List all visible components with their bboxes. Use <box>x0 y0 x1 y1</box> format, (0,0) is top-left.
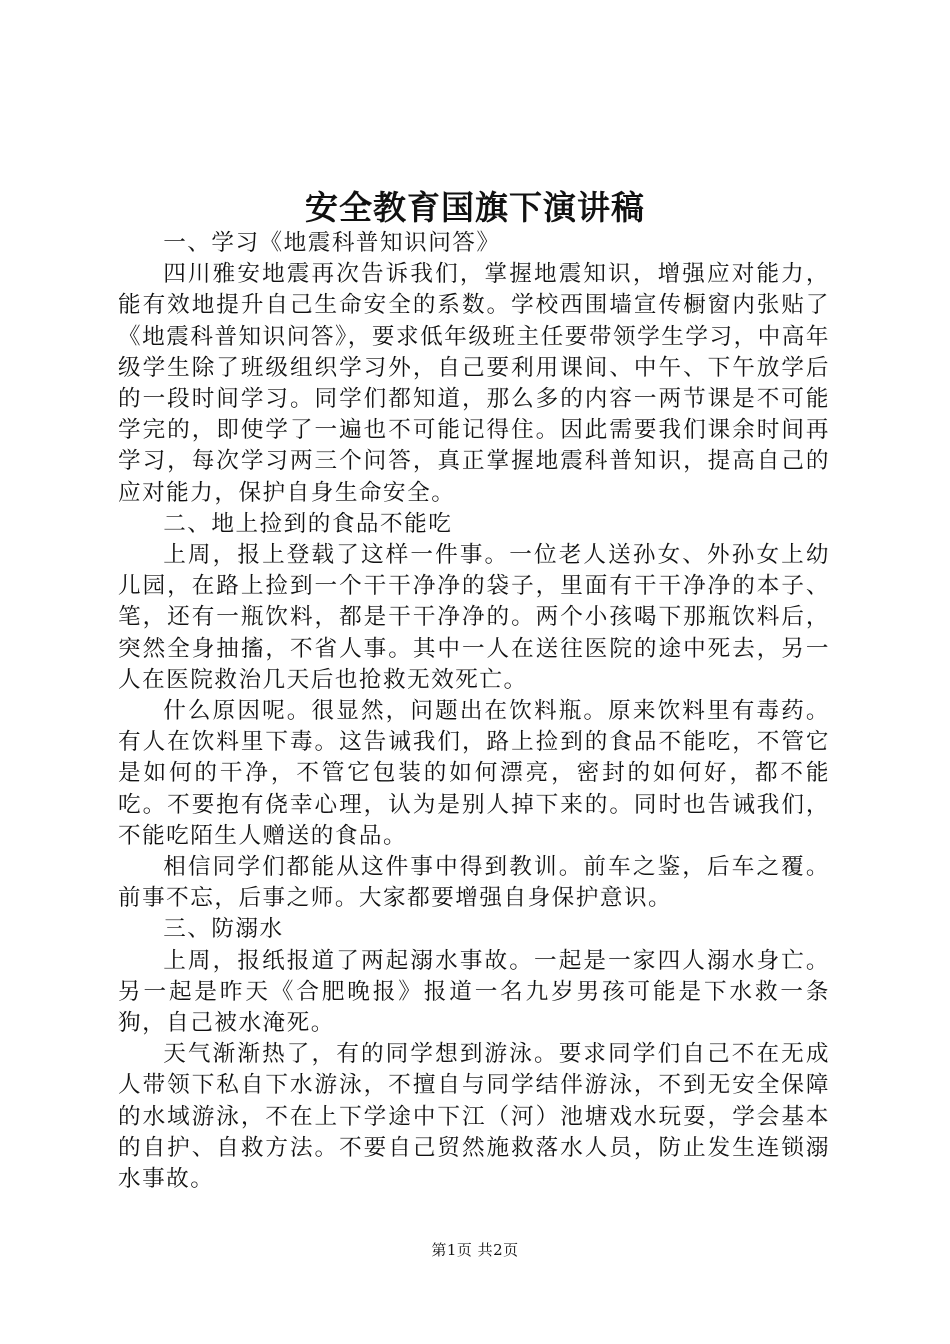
body-paragraph-6: 天气渐渐热了，有的同学想到游泳。要求同学们自己不在无成人带领下私自下水游泳，不擅自与同学结伴游泳，不到无安全保障的水域游泳，不在上下学途中下江（河）池塘戏水玩耍，学会基本的自护、自救方法。不要自己贸然施救落水人员，防止发生连锁溺水事故。 <box>118 1041 830 1193</box>
document-body <box>118 228 830 1195</box>
body-paragraph-3: 什么原因呢。很显然，问题出在饮料瓶。原来饮料里有毒药。有人在饮料里下毒。这告诫我们，路上捡到的食品不能吃，不管它是如何的干净，不管它包装的如何漂亮，密封的如何好，都不能吃。不要抱有侥幸心理，认为是别人掉下来的。同时也告诫我们，不能吃陌生人赠送的食品。 <box>118 698 830 849</box>
section-heading-3: 三、防溺水 <box>163 916 284 943</box>
body-paragraph-4: 相信同学们都能从这件事中得到教训。前车之鉴，后车之覆。前事不忘，后事之师。大家都要增强自身保护意识。 <box>118 854 830 912</box>
section-heading-2: 二、地上捡到的食品不能吃 <box>163 510 453 537</box>
body-paragraph-5: 上周，报纸报道了两起溺水事故。一起是一家四人溺水身亡。另一起是昨天《合肥晚报》报道一名九岁男孩可能是下水救一条狗，自己被水淹死。 <box>118 947 830 1037</box>
section-heading-1: 一、学习《地震科普知识问答》 <box>163 230 501 256</box>
body-paragraph-2: 上周，报上登载了这样一件事。一位老人送孙女、外孙女上幼儿园，在路上捡到一个干干净净的袋子，里面有干干净净的本子、笔，还有一瓶饮料，都是干干净净的。两个小孩喝下那瓶饮料后，突然全身抽搐，不省人事。其中一人在送往医院的途中死去，另一人在医院救治几天后也抢救无效死亡。 <box>118 542 830 693</box>
body-paragraph-1: 四川雅安地震再次告诉我们，掌握地震知识，增强应对能力，能有效地提升自己生命安全的系数。学校西围墙宣传橱窗内张贴了《地震科普知识问答》，要求低年级班主任要带领学生学习，中高年级学生除了班级组织学习外，自己要利用课间、中午、下午放学后的一段时间学习。同学们都知道，那么多的内容一两节课是不可能学完的，即使学了一遍也不可能记得住。因此需要我们课余时间再学习，每次学习两三个问答，真正掌握地震科普知识，提高自己的应对能力，保护自身生命安全。 <box>118 261 830 506</box>
document-title: 安全教育国旗下演讲稿 <box>305 188 645 227</box>
page-number: 第1页 共2页 <box>431 1241 519 1259</box>
